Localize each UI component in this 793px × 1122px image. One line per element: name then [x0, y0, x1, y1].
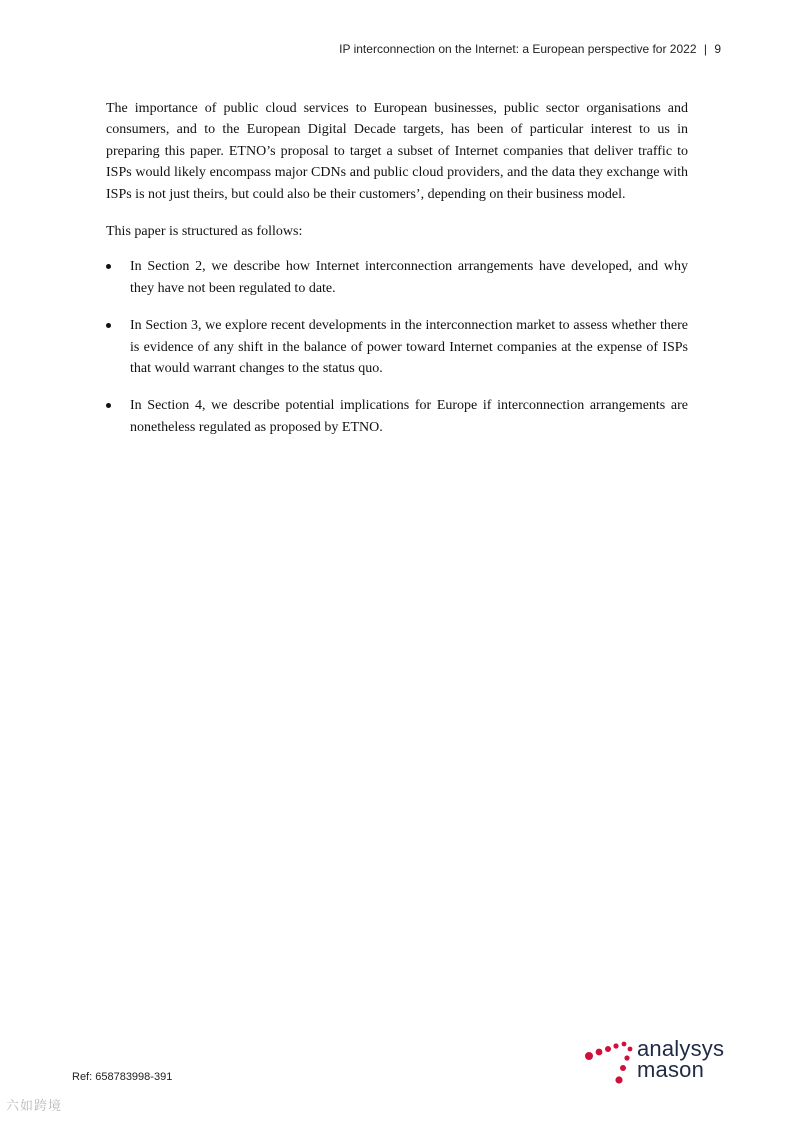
reference-number: Ref: 658783998-391: [72, 1071, 173, 1083]
list-item: [106, 256, 688, 299]
dots-icon: [583, 1038, 637, 1090]
page-number: 9: [714, 42, 721, 56]
bullet-icon: [106, 264, 111, 269]
paragraph-structure: This paper is structured as follows:: [106, 224, 303, 240]
list-item-text: In Section 4, we describe potential implications for Europe if interconnection arrangements are nonetheless regulated as proposed by ETNO.: [130, 398, 688, 435]
list-item: [106, 315, 688, 379]
page-header: [339, 42, 721, 56]
watermark: 六如跨境: [6, 1099, 63, 1114]
list-item-text: In Section 2, we describe how Internet interconnection arrangements have developed, and why they have not been regulated to date.: [130, 259, 688, 296]
header-title: IP interconnection on the Internet: a European perspective for 2022: [339, 42, 697, 56]
section-list: [106, 256, 688, 438]
analysys-mason-logo: [583, 1034, 733, 1090]
list-item-text: In Section 3, we explore recent developments in the interconnection market to assess whether there is evidence of any shift in the balance of power toward Internet companies at the expense of ISPs that would warrant changes to the status quo.: [130, 318, 688, 377]
bullet-icon: [106, 403, 111, 408]
bullet-icon: [106, 323, 111, 328]
logo-line-2: mason: [637, 1057, 705, 1082]
paragraph-intro: The importance of public cloud services to European businesses, public sector organisations and consumers, and to the European Digital Decade targets, has been of particular interest to us in preparing this paper. ETNO’s proposal to target a subset of Internet companies that deliver traffic to ISPs would likely encompass major CDNs and public cloud providers, and the data they exchange with ISPs is not just theirs, but could also be their customers’, depending on their business model.: [106, 101, 688, 202]
list-item: [106, 395, 688, 438]
logo-line-1: analysys: [637, 1036, 725, 1061]
header-separator: |: [703, 42, 707, 56]
body-text: [106, 98, 688, 454]
logo-wordmark: [637, 1038, 724, 1080]
